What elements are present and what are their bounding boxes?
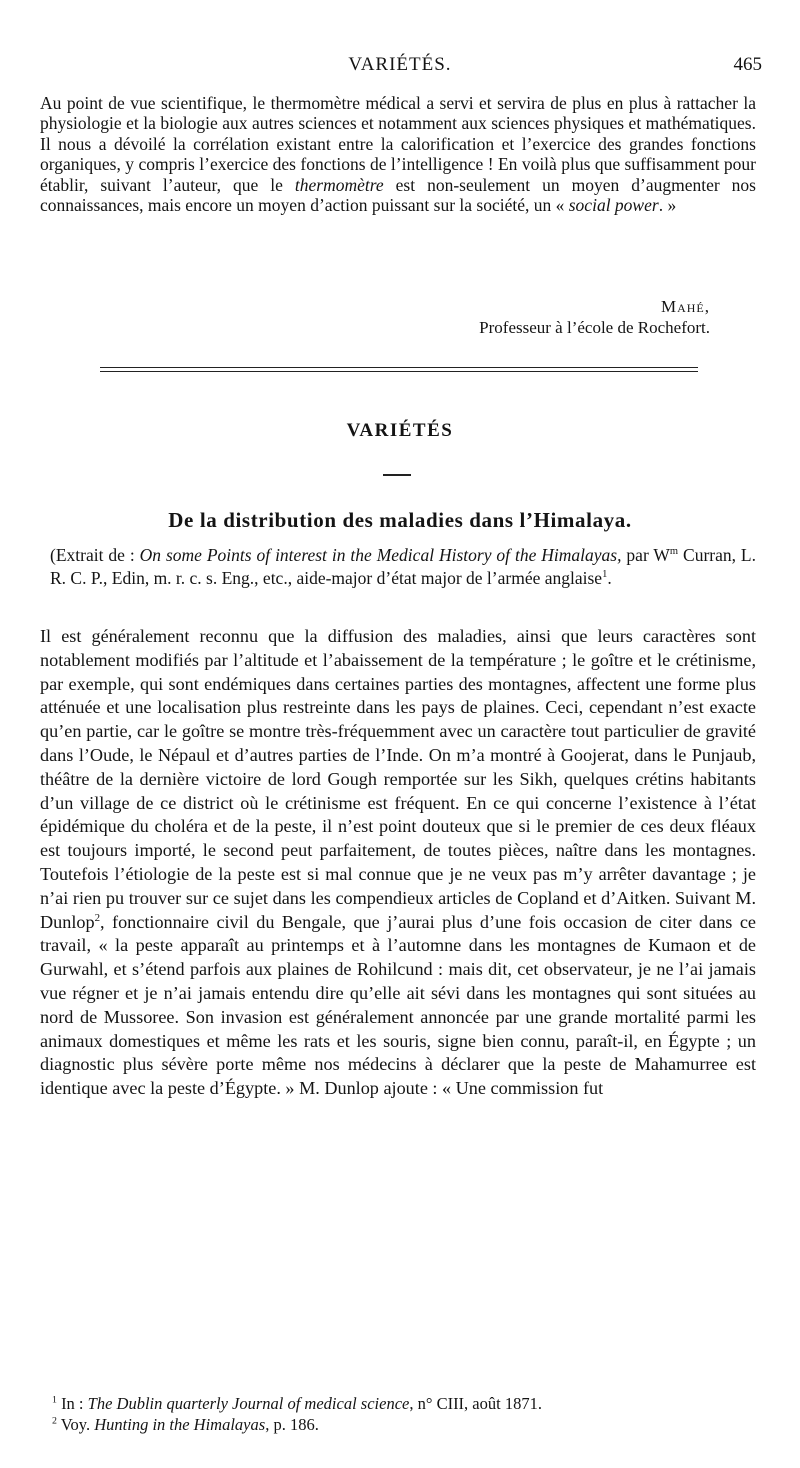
title-dash [383,474,411,476]
footnote-italic: The Dublin quarterly Journal of medical science [87,1394,410,1413]
paragraph-text: . » [658,195,677,216]
closing-paragraph [40,93,756,215]
extract-text: Curran, L. R. C. P., Edin, m. r. c. s. Eng., etc., aide-major d’état major de l’armée anglaise [50,545,756,588]
extract-text: par W [621,545,670,565]
body-text: Il est généralement reconnu que la diffusion des maladies, ainsi que leurs caractères sont notablement modifiés par l’altitude et l’abaissement de la température ; le goître et le crétinisme, par exemple, qui sont endémiques dans certaines parties des montagnes, affectent une forme plus atténuée et une localisation plus restreinte dans les pays de plaines. Ceci, cependant n’est exacte qu’en partie, car le goître se montre très-fréquemment avec un caractère tout particulier de gravité dans l’Oude, le Népaul et d’autres parties de l’Inde. On m’a montré à Goojerat, dans le Punjaub, théâtre de la dernière victoire de lord Gough remportée sur les Sikh, quelques crétins habitants d’un village de ce district où le crétinisme est fréquent. En ce qui concerne l’existence à l’état épidémique du choléra et de la peste, il n’est point douteux que si le premier de ces deux fléaux est toujours importé, le second peut parfaitement, de toutes pièces, naître dans les montagnes. Toutefois l’étiologie de la peste est si mal connue que je ne veux pas m’y arrêter davantage ; je n’ai rien pu trouver sur ce sujet dans les compendieux articles de Copland et d’Aitken. Suivant M. Dunlop [40,626,756,932]
section-title: VARIÉTÉS [346,420,454,441]
signature-name: Mahé, [660,297,710,316]
extract-italic-title: On some Points of interest in the Medical History of the Himalayas, [139,545,622,565]
footnote-mark: 2 [52,1415,57,1427]
article-body [40,625,756,1101]
footnote-italic: Hunting in the Himalayas [94,1415,266,1434]
paragraph-text: est non-seulement un moyen d’augmenter nos connaissances, mais encore un moyen d’action puissant sur la société, un « [40,174,756,216]
page-number: 465 [733,54,762,75]
superscript: m [669,546,679,558]
body-text: , fonctionnaire civil du Bengale, que j’aurai plus d’une fois occasion de citer dans ce travail, « la peste apparaît au printemps et à l’automne dans les montagnes de Kumaon et de Gurwahl, et s’étend parfois aux plaines de Rohilcund : mais dit, cet observateur, je ne l’ai jamais vue régner et je n’ai jamais entendu dire qu’elle ait sévi dans les montagnes qui sont situées au nord de Mussoree. Son invasion est généralement annoncée par une grande mortalité parmi les animaux domestiques et même les rats et les souris, signe bien connu, paraît-il, en Égypte ; un diagnostic plus sévère porte même nos médecins à déclarer que la peste de Mahamurree est identique avec la peste d’Égypte. » M. Dunlop ajoute : « Une commission fut [40,911,756,1099]
page-header [38,50,762,80]
extract-source [50,544,756,589]
divider-rule [100,371,698,372]
footnote-ref: 2 [94,911,101,924]
extract-text: . [607,567,612,588]
italic-term: thermomètre [294,174,384,195]
running-head: VARIÉTÉS. [348,54,452,75]
article-title: De la distribution des maladies dans l’Himalaya. [168,508,632,532]
footnote-text: , n° CIII, août 1871. [409,1394,542,1413]
extract-text: (Extrait de : [50,545,140,565]
footnote [52,1414,756,1435]
footnote-mark: 1 [52,1394,57,1406]
italic-term: social power [568,195,659,216]
paragraph-text: Au point de vue scientifique, le thermomètre médical a servi et servira de plus en plus à rattacher la physiologie et la biologie aux autres sciences et notamment aux sciences physiques et mathématiques. Il nous a dévoilé la corrélation existant entre la calorification et l’exercice des grandes fonctions organiques, y compris l’exercice des fonctions de l’intelligence ! En voilà plus que suffisamment pour établir, suivant l’auteur, que le [40,93,756,195]
divider-rule [100,367,698,368]
footnote [52,1393,756,1414]
footnote-ref: 1 [602,568,608,580]
footnote-text: Voy. [56,1415,95,1434]
footnote-text: , p. 186. [265,1415,319,1434]
signature-title: Professeur à l’école de Rochefort. [479,318,710,337]
footnotes [52,1393,756,1435]
footnote-text: In : [56,1394,88,1413]
